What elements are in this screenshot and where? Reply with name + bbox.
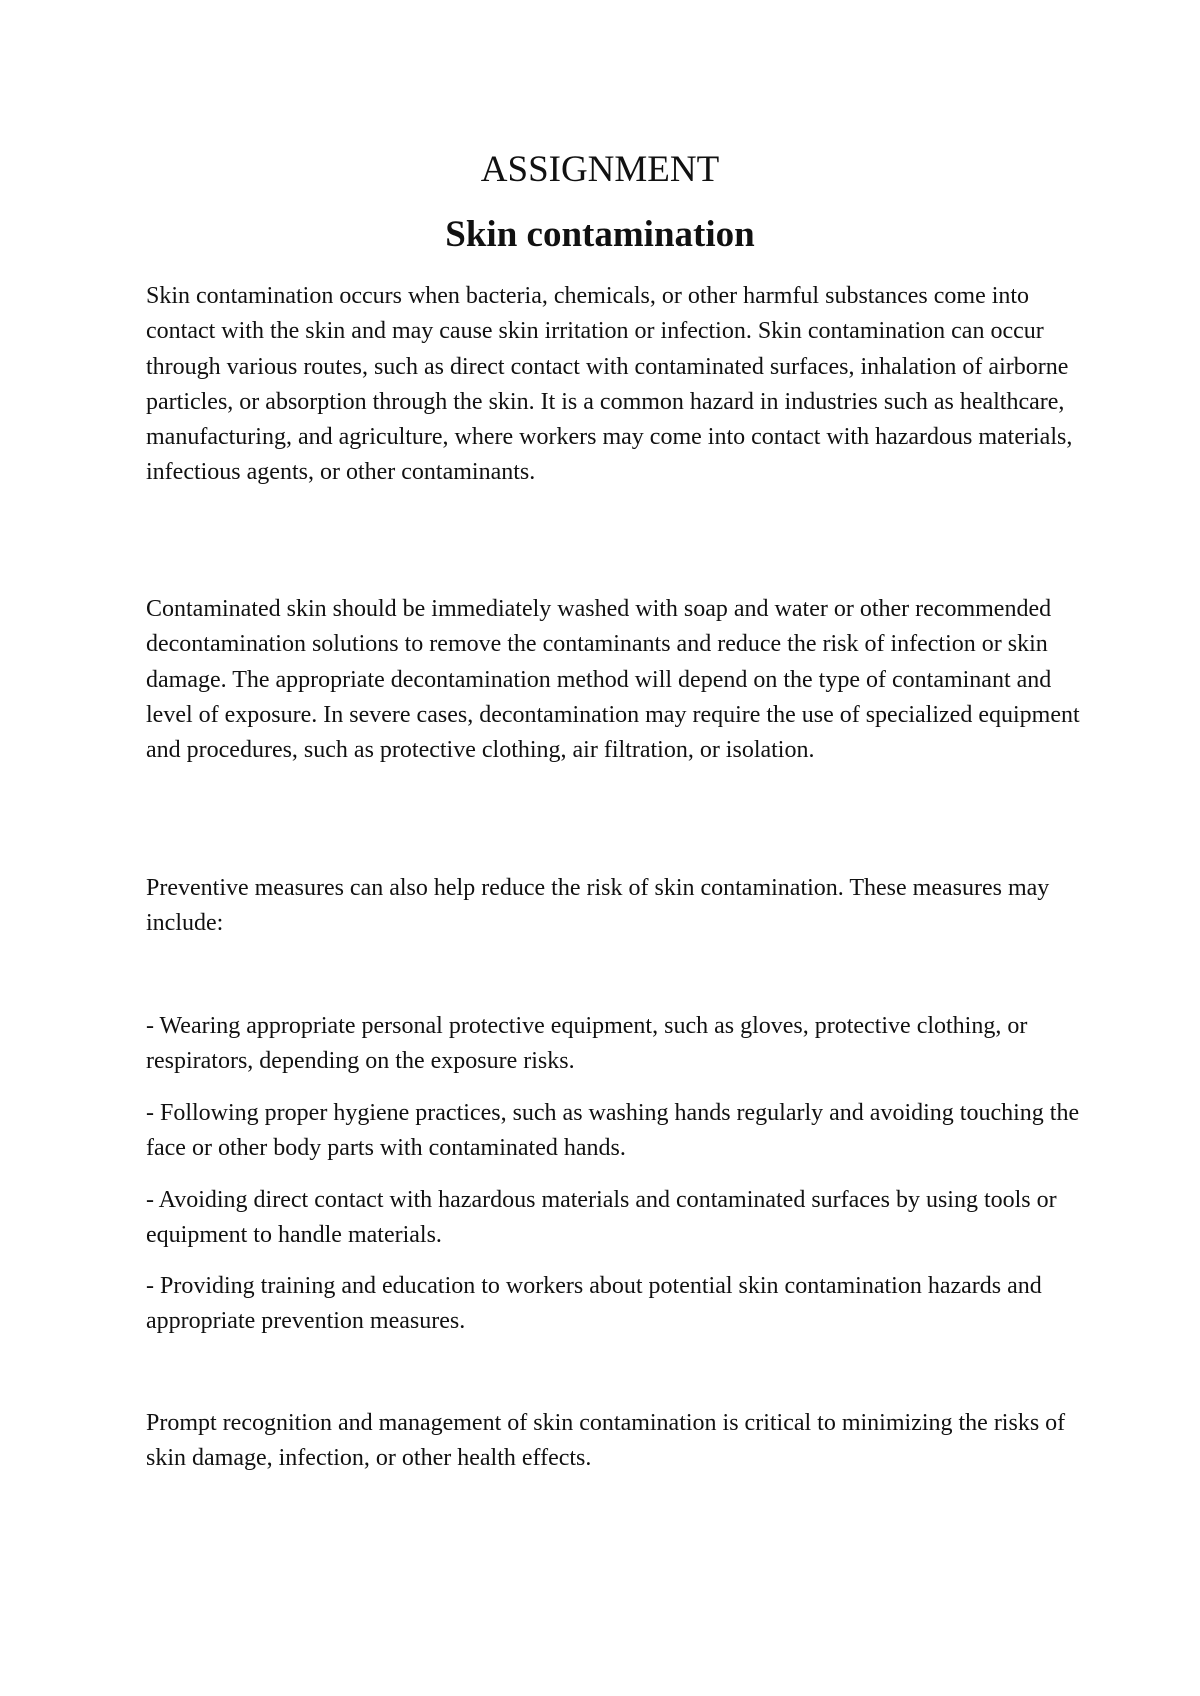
paragraph-intro: Skin contamination occurs when bacteria, chemicals, or other harmful substances come into contact with the skin and may cause skin irritation or infection. Skin contamination can occur through various routes, such as direct contact with contaminated surfaces, inhalation of airborne particles, or absorption through the skin. It is a common hazard in industries such as healthcare, manufacturing, and agriculture, where workers may come into contact with hazardous materials, infectious agents, or other contaminants. bbox=[146, 283, 1073, 486]
paragraph-preventive-measures: Preventive measures can also help reduce the risk of skin contamination. These measures may include: bbox=[146, 875, 1050, 937]
list-item-training: - Providing training and education to workers about potential skin contamination hazards and appropriate prevention measures. bbox=[146, 1273, 1042, 1335]
list-item-avoid-contact: - Avoiding direct contact with hazardous materials and contaminated surfaces by using tools or equipment to handle materials. bbox=[146, 1187, 1057, 1249]
list-item-ppe: - Wearing appropriate personal protective equipment, such as gloves, protective clothing, or respirators, depending on the exposure risks. bbox=[146, 1013, 1028, 1075]
document-subtitle: Skin contamination bbox=[445, 214, 755, 255]
list-item-hygiene: - Following proper hygiene practices, such as washing hands regularly and avoiding touching the face or other body parts with contaminated hands. bbox=[146, 1100, 1080, 1162]
paragraph-conclusion: Prompt recognition and management of skin contamination is critical to minimizing the risks of skin damage, infection, or other health effects. bbox=[146, 1410, 1066, 1472]
paragraph-decontamination: Contaminated skin should be immediately washed with soap and water or other recommended decontamination solutions to remove the contaminants and reduce the risk of infection or skin damage. The appropriate decontamination method will depend on the type of contaminant and level of exposure. In severe cases, decontamination may require the use of specialized equipment and procedures, such as protective clothing, air filtration, or isolation. bbox=[146, 596, 1080, 764]
document-title: ASSIGNMENT bbox=[480, 149, 720, 190]
